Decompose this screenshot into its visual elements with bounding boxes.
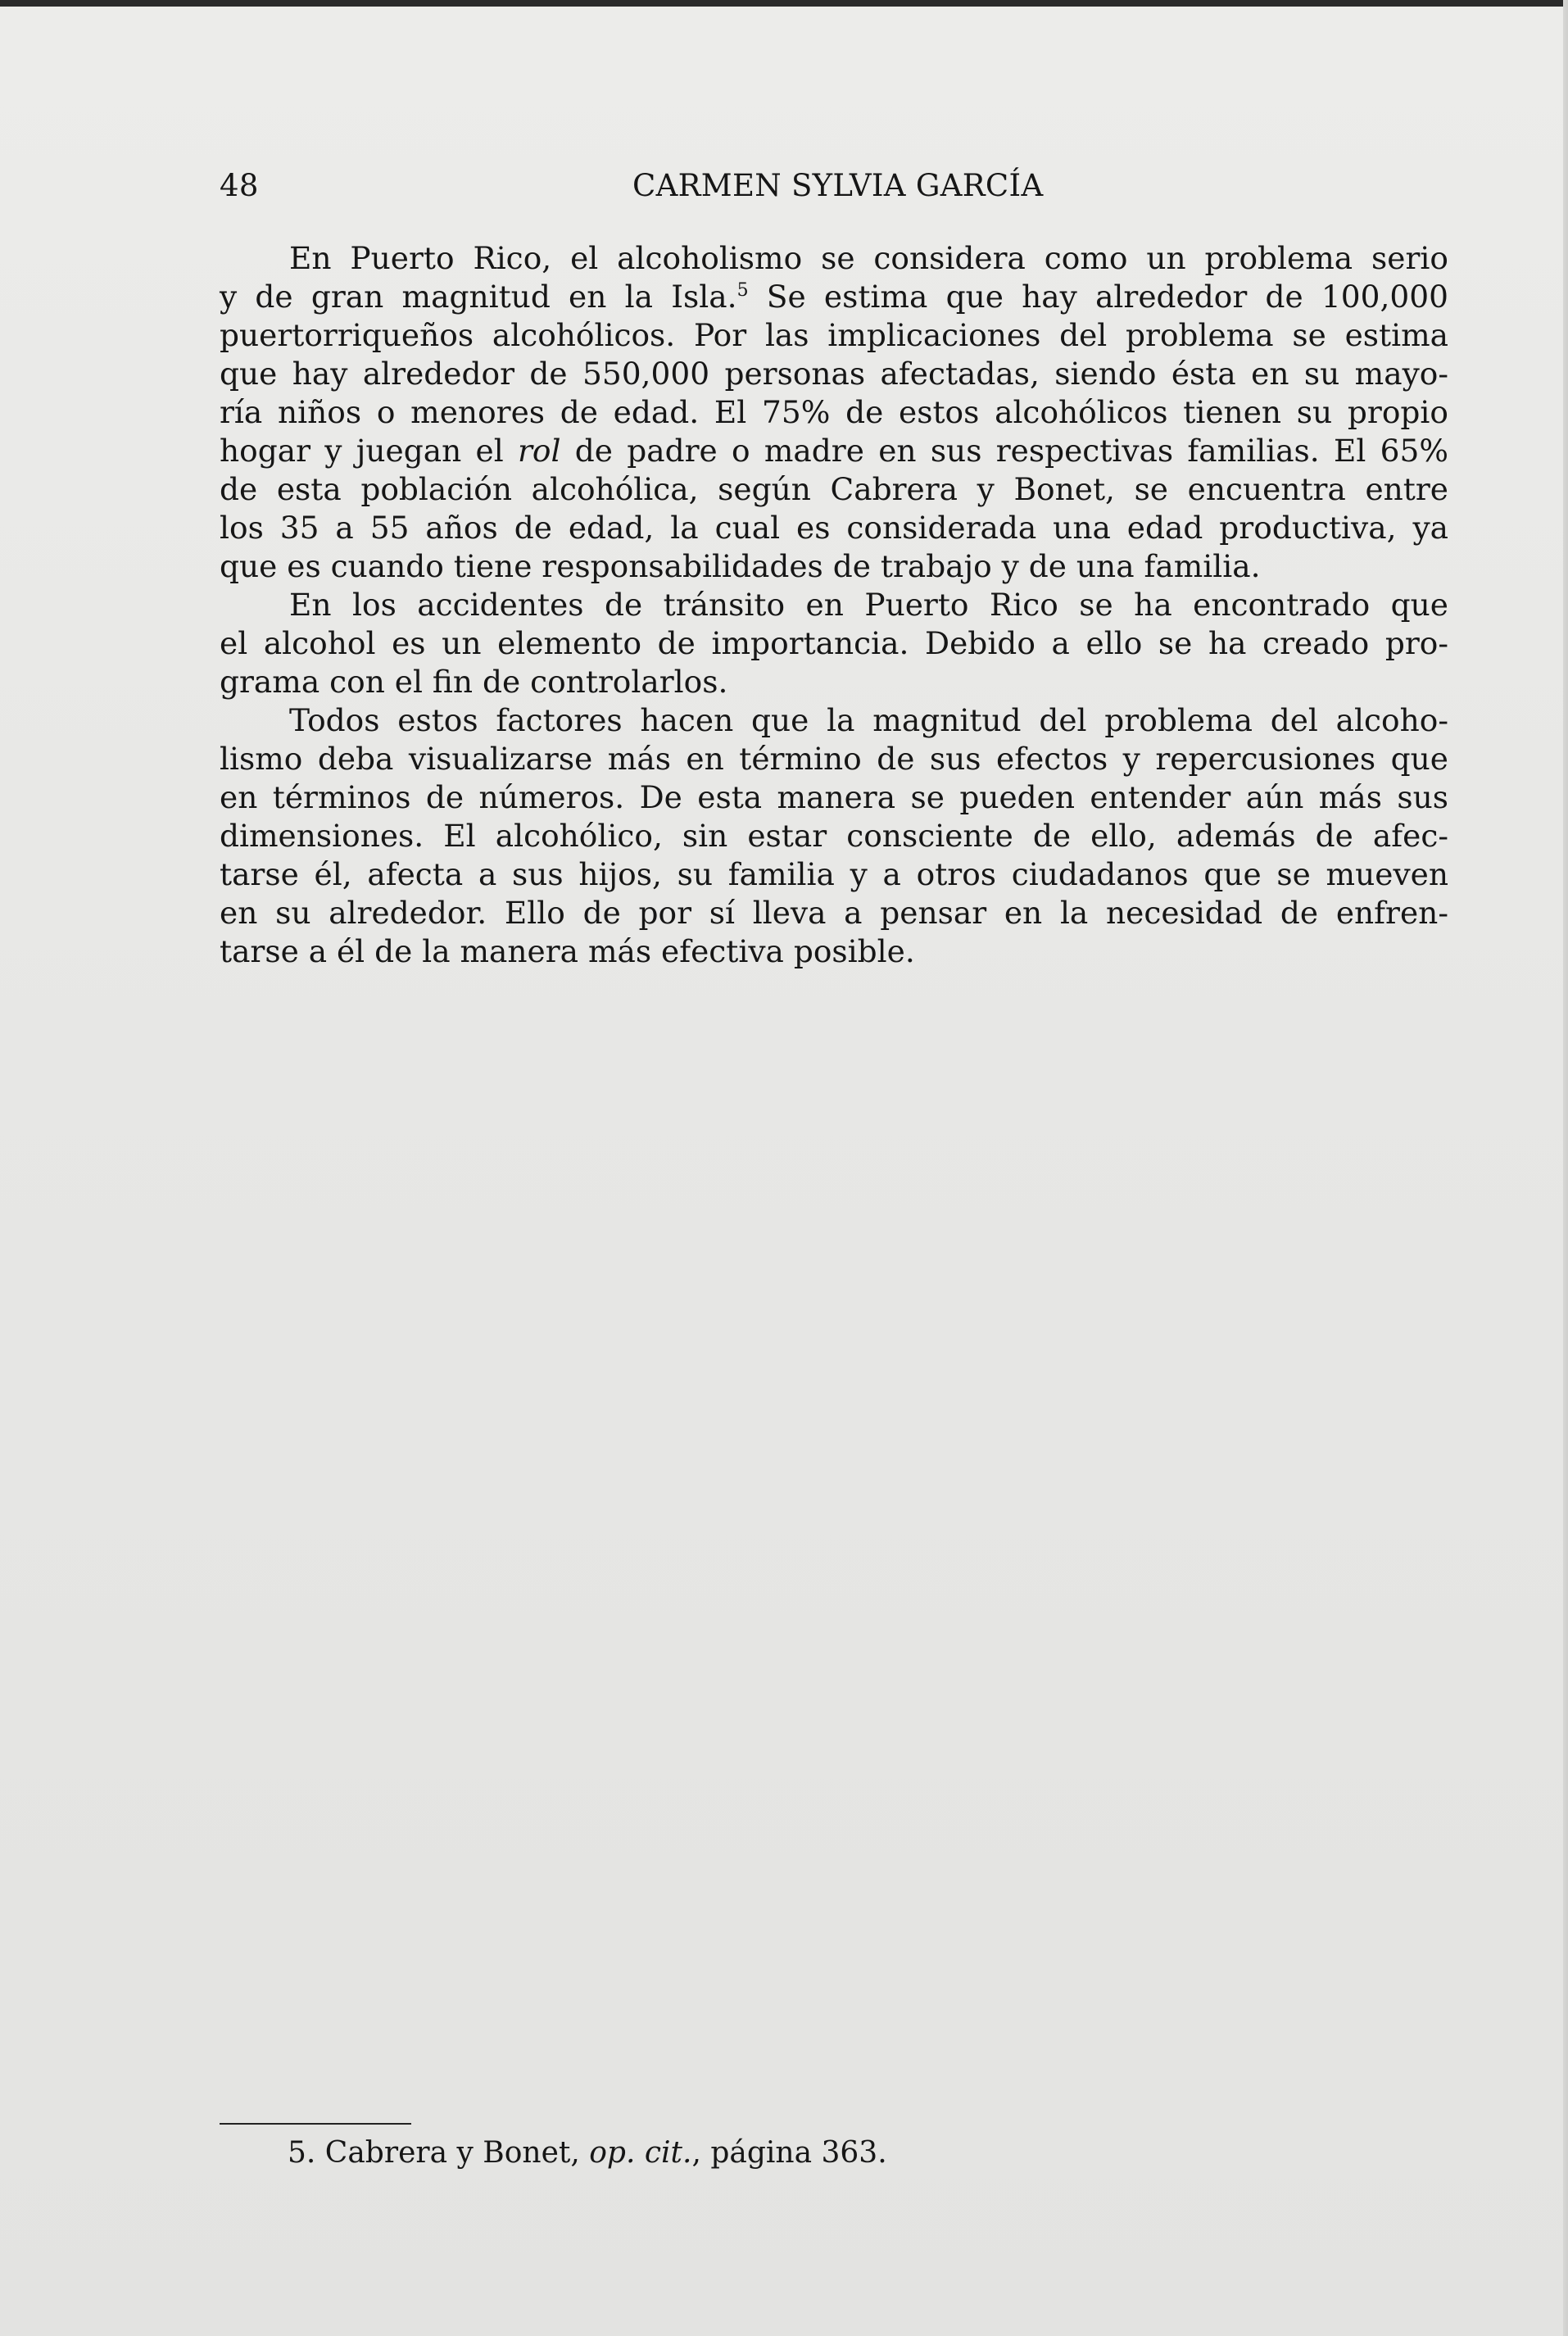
body-text: [220, 239, 1448, 971]
footnote-reference: 5: [736, 280, 749, 301]
text-span: de padre o madre en sus respectivas familias. El 65%: [560, 433, 1448, 469]
italic-term: rol: [518, 433, 561, 469]
page-number: 48: [220, 168, 259, 203]
paragraph-1-line-2: [220, 278, 1448, 316]
running-head-title: CARMEN SYLVIA GARCÍA: [632, 168, 1044, 203]
paragraph-2-line-1: En los accidentes de tránsito en Puerto Rico se ha encontrado que: [289, 587, 1448, 623]
paragraph-1-line-6: [220, 432, 1448, 470]
paragraph-3-line-1: Todos estos factores hacen que la magnitud del problema del alcoho-: [289, 702, 1448, 738]
paragraph-1-line-1: En Puerto Rico, el alcoholismo se considera como un problema serio: [289, 240, 1448, 276]
paragraph-3-line-7: tarse a él de la manera más efectiva posible.: [220, 933, 915, 969]
footnote-number: 5.: [288, 2136, 316, 2170]
page-header: [220, 168, 1448, 217]
footnote-separator: [220, 2123, 411, 2125]
paragraph-3-line-6: en su alrededor. Ello de por sí lleva a pensar en la necesidad de enfren-: [220, 895, 1448, 931]
page-right-edge: [1563, 0, 1568, 2336]
paragraph-1-line-8: los 35 a 55 años de edad, la cual es considerada una edad productiva, ya: [220, 510, 1448, 546]
footnote: [288, 2136, 887, 2170]
paragraph-1-line-3: puertorriqueños alcohólicos. Por las implicaciones del problema se estima: [220, 317, 1448, 353]
paragraph-1-line-5: ría niños o menores de edad. El 75% de estos alcohólicos tienen su propio: [220, 394, 1448, 430]
paragraph-3-line-5: tarse él, afecta a sus hijos, su familia y a otros ciudadanos que se mueven: [220, 856, 1448, 892]
page-top-edge: [0, 0, 1568, 7]
paragraph-2-line-2: el alcohol es un elemento de importancia. Debido a ello se ha creado pro-: [220, 625, 1448, 661]
paragraph-3-line-2: lismo deba visualizarse más en término de sus efectos y repercusiones que: [220, 741, 1448, 777]
paragraph-2-line-3: grama con el fin de controlarlos.: [220, 664, 728, 700]
text-span: Se estima que hay alrededor de 100,000: [748, 279, 1448, 315]
text-span: hogar y juegan el: [220, 433, 518, 469]
footnote-page: , página 363.: [691, 2136, 887, 2170]
footnote-text: Cabrera y Bonet,: [315, 2136, 590, 2170]
paragraph-3-line-3: en términos de números. De esta manera se pueden entender aún más sus: [220, 779, 1448, 815]
paragraph-1-line-9: que es cuando tiene responsabilidades de trabajo y de una familia.: [220, 548, 1261, 584]
paragraph-1-line-4: que hay alrededor de 550,000 personas afectadas, siendo ésta en su mayo-: [220, 356, 1448, 392]
paragraph-3-line-4: dimensiones. El alcohólico, sin estar consciente de ello, además de afec-: [220, 818, 1448, 854]
text-span: y de gran magnitud en la Isla.: [220, 279, 737, 315]
footnote-italic-citation: op. cit.: [589, 2136, 692, 2170]
paragraph-1-line-7: de esta población alcohólica, según Cabrera y Bonet, se encuentra entre: [220, 471, 1448, 507]
